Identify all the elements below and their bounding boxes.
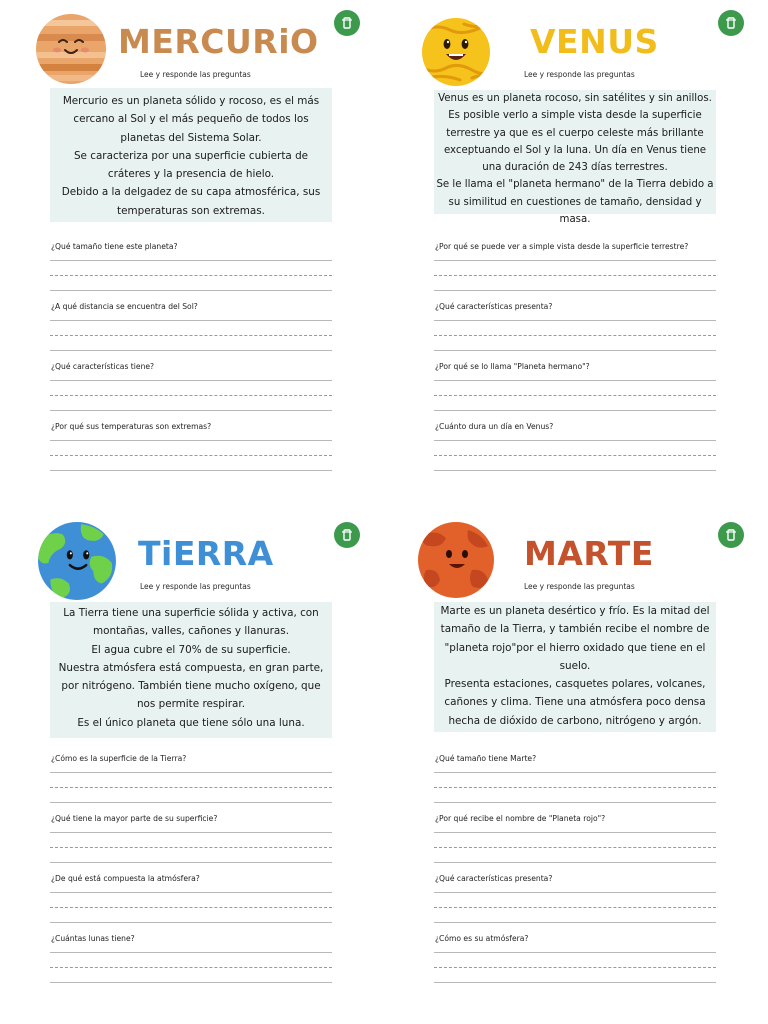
questions-list — [434, 752, 716, 992]
answer-line[interactable] — [50, 410, 332, 411]
question-label: ¿Qué características presenta? — [435, 874, 553, 883]
answer-line[interactable] — [434, 395, 716, 396]
answer-line[interactable] — [434, 335, 716, 336]
info-textbox — [434, 602, 716, 732]
answer-line[interactable] — [50, 847, 332, 848]
info-textbox — [50, 602, 332, 738]
question-label: ¿Qué tamaño tiene este planeta? — [51, 242, 178, 251]
question-block — [50, 300, 332, 360]
info-paragraph: Se caracteriza por una superficie cubierta de cráteres y la presencia de hielo. — [73, 149, 309, 181]
answer-line[interactable] — [434, 470, 716, 471]
question-block — [434, 240, 716, 300]
answer-line[interactable] — [434, 275, 716, 276]
answer-line[interactable] — [434, 350, 716, 351]
info-paragraph: Nuestra atmósfera está compuesta, en gran parte, por nitrógeno. También tiene mucho oxígeno, que nos permite respirar. — [58, 661, 324, 711]
question-block — [50, 240, 332, 300]
question-label: ¿Por qué recibe el nombre de "Planeta rojo"? — [435, 814, 606, 823]
answer-line[interactable] — [434, 290, 716, 291]
question-label: ¿Por qué sus temperaturas son extremas? — [51, 422, 212, 431]
question-label: ¿Cómo es su atmósfera? — [435, 934, 529, 943]
info-textbox — [434, 90, 716, 226]
question-block — [50, 812, 332, 872]
answer-line[interactable] — [50, 290, 332, 291]
questions-list — [50, 240, 332, 480]
answer-line[interactable] — [50, 440, 332, 441]
info-paragraph: Marte es un planeta desértico y frío. Es la mitad del tamaño de la Tierra, y también recibe el nombre de "planeta rojo"por el hierro oxidado que tiene en el suelo. — [440, 605, 710, 672]
card-mercurio — [0, 0, 384, 512]
answer-line[interactable] — [50, 395, 332, 396]
planet-title: TiERRA — [138, 534, 274, 573]
answer-line[interactable] — [50, 320, 332, 321]
answer-line[interactable] — [434, 380, 716, 381]
logo-badge-icon — [718, 10, 744, 36]
question-block — [434, 812, 716, 872]
answer-line[interactable] — [50, 802, 332, 803]
instructions-text: Lee y responde las preguntas — [140, 582, 251, 591]
answer-line[interactable] — [50, 470, 332, 471]
question-block — [434, 932, 716, 992]
question-block — [50, 420, 332, 480]
answer-line[interactable] — [434, 847, 716, 848]
earth-planet-icon — [36, 520, 118, 602]
answer-line[interactable] — [434, 787, 716, 788]
question-label: ¿A qué distancia se encuentra del Sol? — [51, 302, 198, 311]
answer-line[interactable] — [50, 455, 332, 456]
question-label: ¿Cómo es la superficie de la Tierra? — [51, 754, 187, 763]
venus-planet-icon — [420, 16, 492, 88]
planet-title: MERCURiO — [118, 22, 319, 61]
question-label: ¿Qué características presenta? — [435, 302, 553, 311]
info-paragraph: Es posible verlo a simple vista desde la superficie terrestre ya que es el cuerpo celeste más brillante exceptuando el Sol y la luna. Un día en Venus tiene una duración de 243 días terrestres. — [443, 110, 707, 174]
answer-line[interactable] — [434, 967, 716, 968]
info-paragraph: El agua cubre el 70% de su superficie. — [91, 643, 291, 656]
answer-line[interactable] — [434, 982, 716, 983]
answer-line[interactable] — [434, 922, 716, 923]
info-paragraph: Presenta estaciones, casquetes polares, volcanes, cañones y clima. Tiene una atmósfera poco densa hecha de dióxido de carbono, nitrógeno y argón. — [444, 678, 706, 727]
instructions-text: Lee y responde las preguntas — [524, 582, 635, 591]
answer-line[interactable] — [50, 275, 332, 276]
planet-title: VENUS — [530, 22, 659, 61]
logo-badge-icon — [334, 10, 360, 36]
answer-line[interactable] — [50, 380, 332, 381]
answer-line[interactable] — [50, 862, 332, 863]
question-block — [434, 360, 716, 420]
question-block — [434, 300, 716, 360]
answer-line[interactable] — [434, 455, 716, 456]
instructions-text: Lee y responde las preguntas — [524, 70, 635, 79]
info-paragraph: La Tierra tiene una superficie sólida y activa, con montañas, valles, cañones y llanuras. — [63, 607, 319, 638]
logo-badge-icon — [334, 522, 360, 548]
question-block — [434, 752, 716, 812]
answer-line[interactable] — [50, 907, 332, 908]
answer-line[interactable] — [434, 320, 716, 321]
mars-planet-icon — [416, 520, 496, 600]
answer-line[interactable] — [50, 892, 332, 893]
question-block — [50, 360, 332, 420]
answer-line[interactable] — [434, 832, 716, 833]
answer-line[interactable] — [50, 967, 332, 968]
question-label: ¿Qué tiene la mayor parte de su superficie? — [51, 814, 218, 823]
answer-line[interactable] — [50, 772, 332, 773]
question-block — [50, 872, 332, 932]
answer-line[interactable] — [50, 335, 332, 336]
answer-line[interactable] — [434, 907, 716, 908]
question-block — [434, 420, 716, 480]
card-venus — [384, 0, 768, 512]
info-paragraph: Mercurio es un planeta sólido y rocoso, es el más cercano al Sol y el más pequeño de todos los planetas del Sistema Solar. — [62, 95, 320, 144]
card-marte — [384, 512, 768, 1024]
question-label: ¿Cuántas lunas tiene? — [51, 934, 135, 943]
answer-line[interactable] — [50, 922, 332, 923]
question-label: ¿Cuánto dura un día en Venus? — [435, 422, 554, 431]
instructions-text: Lee y responde las preguntas — [140, 70, 251, 79]
answer-line[interactable] — [434, 440, 716, 441]
planet-title: MARTE — [524, 534, 654, 573]
answer-line[interactable] — [50, 260, 332, 261]
answer-line[interactable] — [434, 410, 716, 411]
question-block — [434, 872, 716, 932]
answer-line[interactable] — [50, 832, 332, 833]
question-block — [50, 752, 332, 812]
info-textbox — [50, 88, 332, 222]
question-block — [50, 932, 332, 992]
card-tierra — [0, 512, 384, 1024]
question-label: ¿Qué características tiene? — [51, 362, 155, 371]
info-paragraph: Venus es un planeta rocoso, sin satélites y sin anillos. — [438, 93, 712, 104]
answer-line[interactable] — [434, 802, 716, 803]
mercury-planet-icon — [34, 12, 108, 86]
question-label: ¿Por qué se puede ver a simple vista desde la superficie terrestre? — [435, 242, 689, 251]
question-label: ¿Por qué se lo llama "Planeta hermano"? — [435, 362, 590, 371]
info-paragraph: Se le llama el "planeta hermano" de la Tierra debido a su similitud en cuestiones de tamaño, densidad y masa. — [436, 179, 714, 226]
logo-badge-icon — [718, 522, 744, 548]
answer-line[interactable] — [434, 862, 716, 863]
answer-line[interactable] — [50, 982, 332, 983]
answer-line[interactable] — [434, 772, 716, 773]
answer-line[interactable] — [50, 952, 332, 953]
answer-line[interactable] — [434, 260, 716, 261]
answer-line[interactable] — [50, 787, 332, 788]
question-label: ¿De qué está compuesta la atmósfera? — [51, 874, 200, 883]
info-paragraph: Es el único planeta que tiene sólo una luna. — [77, 716, 305, 729]
answer-line[interactable] — [434, 952, 716, 953]
answer-line[interactable] — [50, 350, 332, 351]
question-label: ¿Qué tamaño tiene Marte? — [435, 754, 537, 763]
answer-line[interactable] — [434, 892, 716, 893]
questions-list — [434, 240, 716, 480]
questions-list — [50, 752, 332, 992]
info-paragraph: Debido a la delgadez de su capa atmosférica, sus temperaturas son extremas. — [61, 186, 321, 217]
